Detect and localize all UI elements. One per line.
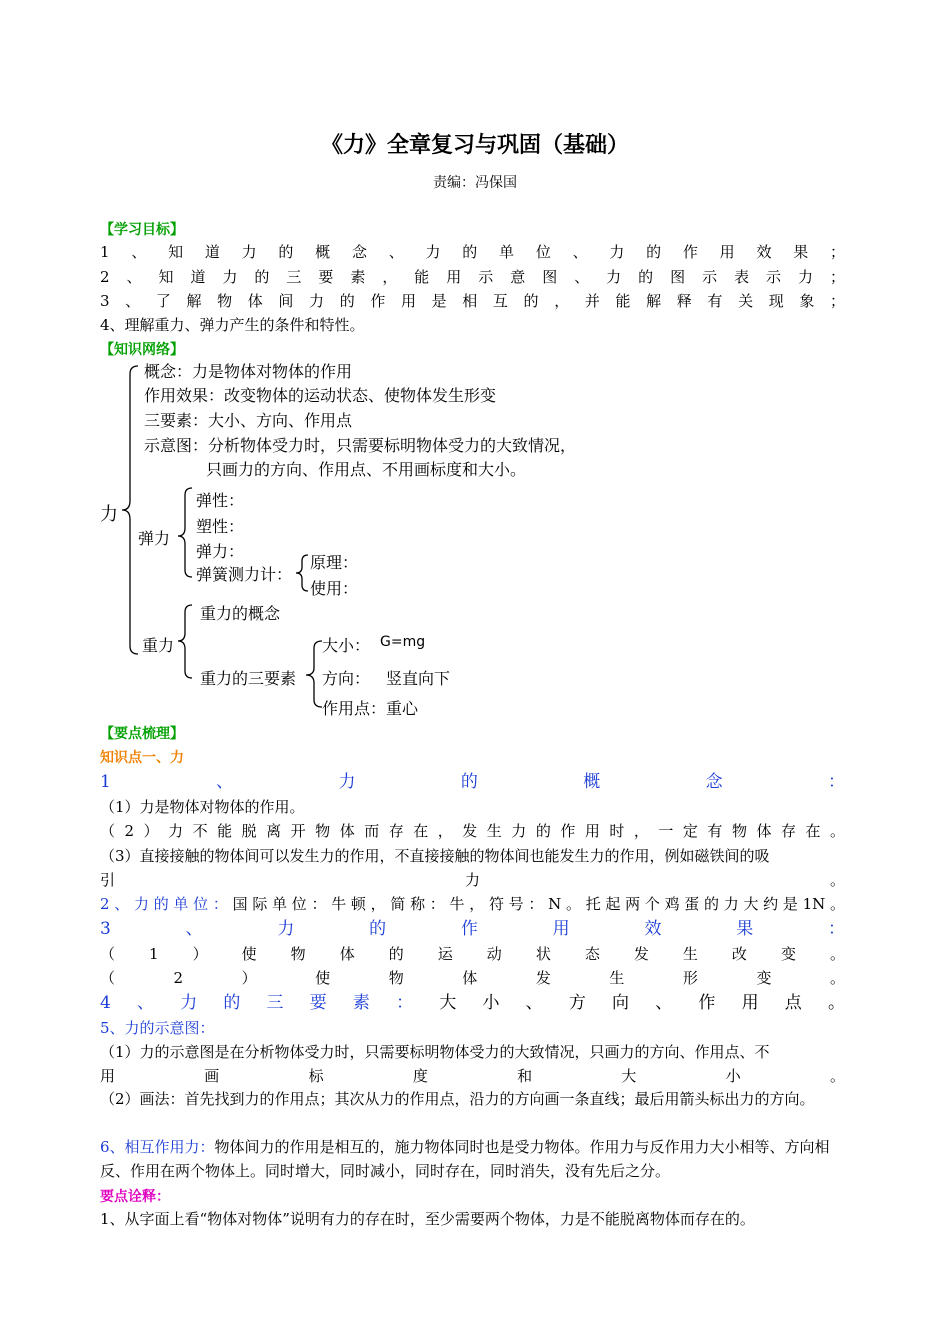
- key-points-heading: 【要点梳理】: [100, 726, 184, 742]
- p3-item-2: （2）使物体发生形变。: [100, 969, 845, 987]
- tree-gravity-point-value: 重心: [386, 699, 419, 718]
- p1-item-3-cont: 引力。: [100, 871, 845, 889]
- p5-heading: 5、力的示意图：: [100, 1019, 215, 1037]
- p5-item-1-cont: 用画标度和大小。: [100, 1067, 845, 1085]
- objective-item: 3、了解物体间力的作用是相互的，并能解释有关现象；: [100, 292, 845, 310]
- p1-heading: 1、力的概念：: [100, 772, 845, 792]
- tree-plasticity: 塑性：: [196, 517, 245, 536]
- p6-text: 物体间力的作用是相互的，施力物体同时也是受力物体。作用力与反作用力大小相等、方向相反、作用在两个物体上。同时增大，同时减小，同时存在，同时消失，没有先后之分。: [100, 1138, 830, 1180]
- tree-three-elements: 三要素：大小、方向、作用点: [144, 411, 353, 430]
- network-heading: 【知识网络】: [100, 342, 184, 358]
- tree-elastic-def: 弹力：: [196, 542, 245, 561]
- p6-block: [100, 1135, 852, 1183]
- tree-elastic-force: 弹力: [138, 529, 171, 548]
- p1-item-3: （3）直接接触的物体间可以发生力的作用，不直接接触的物体间也能发生力的作用，例如磁铁间的吸: [100, 847, 770, 865]
- tree-gravity-concept: 重力的概念: [200, 604, 281, 623]
- p1-item-2: （2）力不能脱离开物体而存在，发生力的作用时，一定有物体存在。: [100, 822, 845, 840]
- p2-line: [100, 894, 845, 914]
- tree-gravity-three: 重力的三要素: [200, 669, 297, 688]
- tree-spring-meter: 弹簧测力计：: [196, 565, 293, 584]
- notes-heading: 要点诠释：: [100, 1189, 170, 1205]
- p5-item-2: （2）画法：首先找到力的作用点；其次从力的作用点，沿力的方向画一条直线；最后用箭头标出力的方向。: [100, 1090, 815, 1108]
- objective-item: 2、知道力的三要素，能用示意图、力的图示表示力；: [100, 268, 845, 286]
- tree-meter-usage: 使用：: [310, 579, 359, 598]
- p5-item-1: （1）力的示意图是在分析物体受力时，只需要标明物体受力的大致情况，只画力的方向、作用点、不: [100, 1043, 770, 1061]
- point1-title: 知识点一、力: [100, 750, 184, 766]
- tree-gravity-point: 作用点：: [322, 699, 387, 718]
- p3-item-1: （1）使物体的运动状态发生改变。: [100, 945, 845, 963]
- p4-label: 4、力的三要素：: [100, 993, 440, 1013]
- tree-gravity-dir: 方向：: [322, 669, 371, 688]
- objective-item: 4、理解重力、弹力产生的条件和特性。: [100, 316, 365, 334]
- p3-heading: 3、力的作用效果：: [100, 919, 845, 939]
- tree-meter-principle: 原理：: [310, 553, 359, 572]
- page-title: 《力》全章复习与巩固（基础）: [320, 133, 629, 158]
- tree-root-force: 力: [100, 504, 118, 525]
- tree-elasticity: 弹性：: [196, 491, 245, 510]
- tree-effect: 作用效果：改变物体的运动状态、使物体发生形变: [144, 386, 497, 405]
- tree-diagram: 示意图：分析物体受力时，只需要标明物体受力的大致情况，: [144, 436, 577, 455]
- tree-diagram-cont: 只画力的方向、作用点、不用画标度和大小。: [206, 460, 527, 479]
- p2-label: 2、力的单位：: [100, 895, 233, 913]
- objectives-heading: 【学习目标】: [100, 222, 184, 238]
- tree-gravity-size: 大小：: [322, 636, 371, 655]
- p2-text: 国际单位：牛顿，简称：牛，符号：N。托起两个鸡蛋的力大约是1N。: [232, 895, 846, 913]
- tree-gravity-dir-value: 竖直向下: [386, 669, 451, 688]
- knowledge-tree: [100, 358, 577, 720]
- tree-gravity-formula: G=mg: [380, 634, 426, 650]
- tree-concept: 概念：力是物体对物体的作用: [144, 362, 353, 381]
- p1-item-1: （1）力是物体对物体的作用。: [100, 798, 305, 816]
- editor-credit: 责编：冯保国: [433, 175, 517, 191]
- p6-label: 6、相互作用力：: [100, 1138, 215, 1156]
- objective-item: 1、知道力的概念、力的单位、力的作用效果；: [100, 243, 845, 261]
- p4-line: [100, 993, 845, 1013]
- p4-text: 大小、方向、作用点。: [439, 993, 845, 1013]
- note-item-1: 1、从字面上看“物体对物体”说明有力的存在时，至少需要两个物体，力是不能脱离物体而存在的。: [100, 1210, 755, 1228]
- tree-gravity: 重力: [142, 636, 175, 655]
